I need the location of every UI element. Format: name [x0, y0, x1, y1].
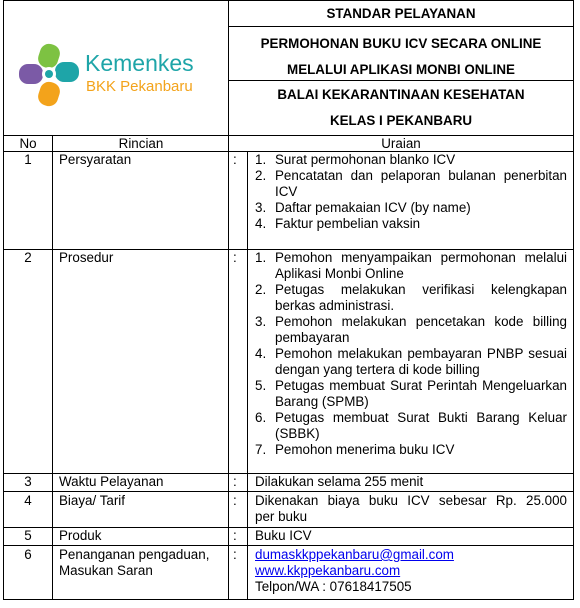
header-rule-1 — [228, 26, 574, 27]
row-2-item-4-text: Pemohon melakukan pembayaran PNBP sesuai — [275, 346, 567, 361]
col-header-no: No — [19, 136, 37, 151]
row-2-item-5-text: Petugas membuat Surat Perintah Mengeluarkan — [275, 378, 567, 393]
row-3-no: 3 — [24, 474, 32, 489]
row-2-item-2-text: Petugas melakukan verifikasi kelengkapan — [275, 282, 567, 297]
row-6-label: Penanganan pengaduan, — [59, 547, 210, 562]
row-2-item-7-num: 7. — [255, 442, 267, 457]
row-5-colon: : — [233, 528, 237, 543]
row-1-no: 1 — [24, 152, 32, 167]
row-1-label: Persyaratan — [59, 152, 132, 167]
phone-text: Telpon/WA : 07618417505 — [255, 579, 412, 594]
row-1-item-3-num: 3. — [255, 200, 267, 215]
row-2-item-6-text: Petugas membuat Surat Bukti Barang Keluar — [275, 410, 567, 425]
row-2-item-3-num: 3. — [255, 314, 267, 329]
row-1-item-1-text: Surat permohonan blanko ICV — [275, 152, 456, 167]
row-4-value-cont: per buku — [255, 509, 308, 524]
row-1-colon: : — [233, 152, 237, 167]
header-line-1: STANDAR PELAYANAN — [326, 6, 476, 21]
row-3-colon: : — [233, 474, 237, 489]
row-1-item-2-num: 2. — [255, 168, 267, 183]
divider-uraian — [228, 0, 229, 600]
row-2-item-7-text: Pemohon menerima buku ICV — [275, 442, 455, 457]
rule-row-2 — [3, 473, 574, 474]
row-2-item-6-text-cont: (SBBK) — [275, 426, 320, 441]
header-line-2: PERMOHONAN BUKU ICV SECARA ONLINE — [260, 36, 542, 51]
row-1-item-3-text: Daftar pemakaian ICV (by name) — [275, 200, 471, 215]
row-4-no: 4 — [24, 493, 32, 508]
row-2-item-3-text-cont: pembayaran — [275, 330, 350, 345]
row-1-item-2-text: Pencatatan dan pelaporan bulanan penerbitan — [275, 168, 567, 183]
row-5-no: 5 — [24, 528, 32, 543]
row-6-no: 6 — [24, 547, 32, 562]
rule-row-3 — [3, 491, 574, 492]
border-bottom — [3, 599, 574, 600]
row-2-item-1-text: Pemohon menyampaikan permohonan melalui — [275, 250, 567, 265]
logo-title: Kemenkes — [85, 50, 194, 76]
border-right — [573, 0, 574, 600]
row-2-item-1-num: 1. — [255, 250, 267, 265]
row-2-item-5-num: 5. — [255, 378, 267, 393]
row-4-value: Dikenakan biaya buku ICV sebesar Rp. 25.000 — [255, 493, 567, 508]
logo-subtitle: BKK Pekanbaru — [86, 78, 193, 95]
rule-row-4 — [3, 527, 574, 528]
row-6-colon: : — [233, 547, 237, 562]
row-2-item-4-text-cont: dengan yang tertera di kode billing — [275, 362, 480, 377]
header-line-3: MELALUI APLIKASI MONBI ONLINE — [287, 62, 515, 77]
email-link[interactable]: dumaskkppekanbaru@gmail.com — [255, 547, 454, 562]
row-2-item-5-text-cont: Barang (SPMB) — [275, 394, 369, 409]
row-2-item-3-text: Pemohon melakukan pencetakan kode billing — [275, 314, 567, 329]
row-2-item-4-num: 4. — [255, 346, 267, 361]
row-5-label: Produk — [59, 528, 102, 543]
row-2-item-6-num: 6. — [255, 410, 267, 425]
row-1-item-1-num: 1. — [255, 152, 267, 167]
row-3-label: Waktu Pelayanan — [59, 474, 164, 489]
row-1-item-4-text: Faktur pembelian vaksin — [275, 216, 421, 231]
rule-after-columns — [3, 151, 574, 152]
row-2-no: 2 — [24, 250, 32, 265]
row-2-label: Prosedur — [59, 250, 114, 265]
divider-colon — [247, 151, 248, 600]
row-4-colon: : — [233, 493, 237, 508]
border-left — [3, 0, 4, 600]
col-header-rincian: Rincian — [118, 136, 164, 151]
row-6-label-cont: Masukan Saran — [59, 563, 153, 578]
rule-before-columns — [3, 135, 574, 136]
row-2-item-2-text-cont: berkas administrasi. — [275, 298, 395, 313]
row-4-label: Biaya/ Tarif — [59, 493, 125, 508]
col-header-uraian: Uraian — [381, 136, 421, 151]
row-2-colon: : — [233, 250, 237, 265]
website-link[interactable]: www.kkppekanbaru.com — [255, 563, 401, 578]
header-line-4: BALAI KEKARANTINAAN KESEHATAN — [277, 87, 525, 102]
row-2-item-1-text-cont: Aplikasi Monbi Online — [275, 266, 404, 281]
rule-row-5 — [3, 545, 574, 546]
header-rule-2 — [228, 80, 574, 81]
border-top — [3, 0, 574, 1]
row-1-item-2-text-cont: ICV — [275, 184, 298, 199]
rule-row-1 — [3, 249, 574, 250]
kemenkes-emblem-icon — [17, 42, 81, 108]
kemenkes-logo — [17, 42, 223, 108]
row-5-value: Buku ICV — [255, 528, 312, 543]
divider-no — [52, 135, 53, 600]
row-1-item-4-num: 4. — [255, 216, 267, 231]
header-line-5: KELAS I PEKANBARU — [329, 113, 473, 128]
row-2-item-2-num: 2. — [255, 282, 267, 297]
row-3-value: Dilakukan selama 255 menit — [255, 474, 424, 489]
